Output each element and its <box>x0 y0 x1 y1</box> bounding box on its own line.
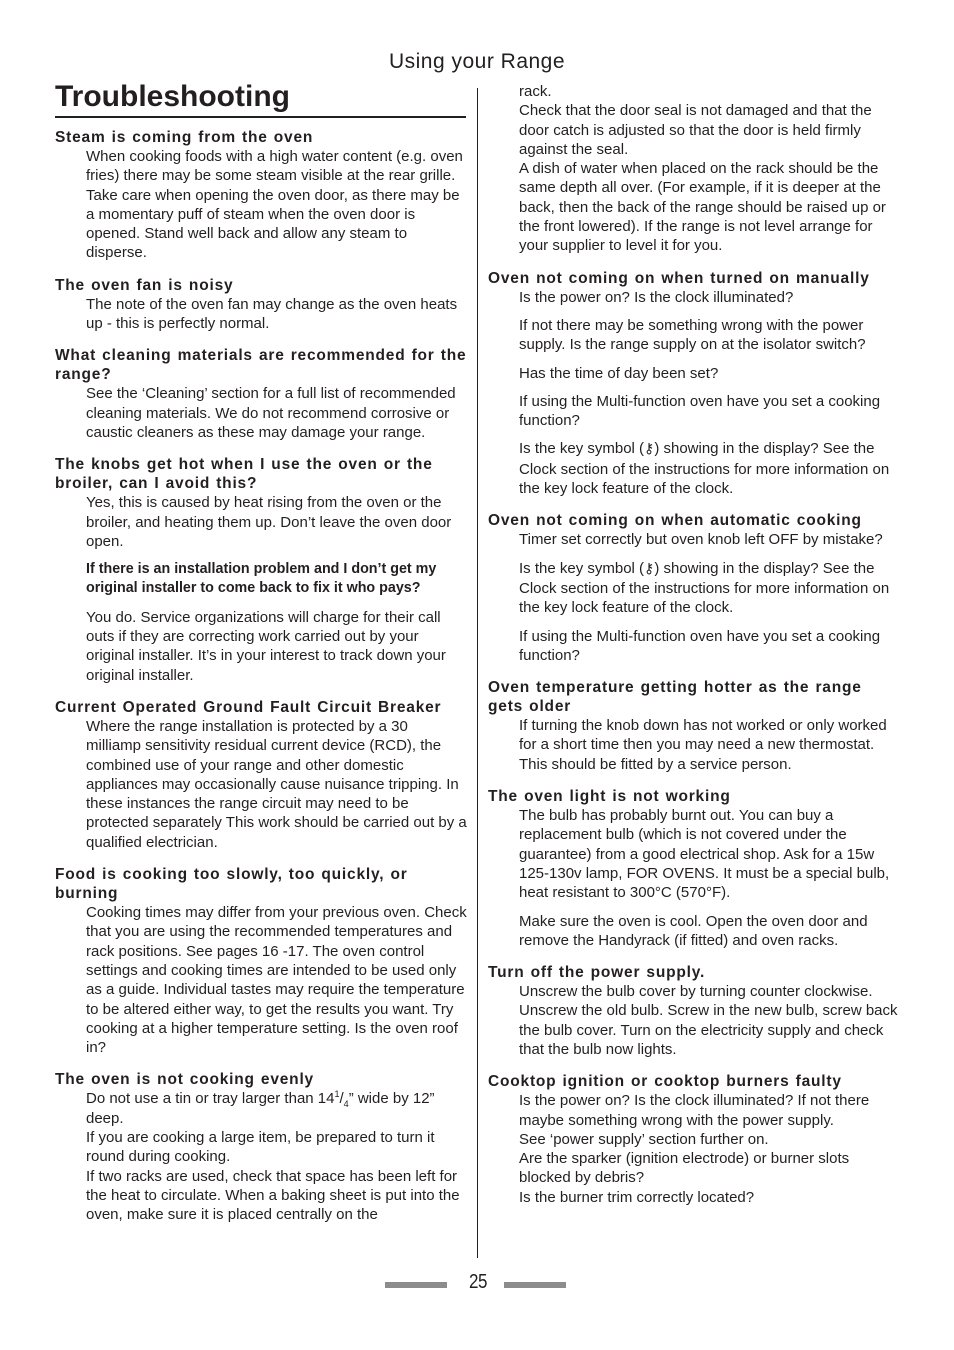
faq-answer-cleaning-materials <box>86 384 467 442</box>
answer-paragraph: Make sure the oven is cool. Open the oven door and remove the Handyrack (if fitted) and oven racks. <box>519 912 868 949</box>
answer-paragraph: Is the power on? Is the clock illuminated? If not there maybe something wrong with the power supply. <box>519 1092 870 1129</box>
answer-paragraph: The note of the oven fan may change as the oven heats up - this is perfectly normal. <box>86 295 458 333</box>
key-icon: ⚷ <box>644 560 655 577</box>
text-run: Is the key symbol ( <box>519 559 645 577</box>
faq-heading-oven-automatic: Oven not coming on when automatic cooking <box>488 512 862 530</box>
answer-paragraph: See ‘power supply’ section further on. <box>519 1130 769 1148</box>
fraction-denominator: 4 <box>343 1099 349 1110</box>
faq-answer-installer <box>86 608 467 685</box>
faq-heading-cooking-speed: Food is cooking too slowly, too quickly, or burning <box>55 866 408 903</box>
answer-paragraph: Where the range installation is protected by a 30 milliamp sensitivity residual current device (RCD), the combined use of your range and other domestic appliances may occasionally cause nuisance tripping. In these instances the range circuit may need to be protected separately This work should be carried out by a qualified electrician. <box>86 717 467 851</box>
page-footer <box>0 1270 954 1300</box>
text-run: ) showing in the display? See the Clock section of the instructions for more information on the key lock feature of the clock. <box>519 559 890 617</box>
faq-heading-uneven-cooking: The oven is not cooking evenly <box>55 1071 314 1089</box>
text-run: Do not use a tin or tray larger than 14 <box>86 1090 335 1108</box>
answer-paragraph: Yes, this is caused by heat rising from the oven or the broiler, and heating them up. Don’t leave the oven door open. <box>86 494 452 550</box>
answer-paragraph: Check that the door seal is not damaged and that the door catch is adjusted so that the door is held firmly against the seal. <box>519 102 872 158</box>
section-header: Using your Range <box>388 50 566 73</box>
answer-paragraph: If using the Multi-function oven have you set a cooking function? <box>519 627 881 664</box>
text-run: ” wide by 12” deep. <box>86 1090 435 1127</box>
fraction-numerator: 1 <box>334 1089 340 1100</box>
faq-answer-cooking-speed <box>86 903 467 1057</box>
faq-answer-gfci <box>86 717 467 852</box>
faq-heading-cooktop-ignition: Cooktop ignition or cooktop burners faulty <box>488 1073 842 1091</box>
faq-answer-hot-knobs <box>86 493 467 551</box>
page-title: Troubleshooting <box>55 80 290 113</box>
answer-paragraph <box>519 559 900 618</box>
left-column <box>55 128 467 1224</box>
text-run: ) showing in the display? See the Clock section of the instructions for more information on the key lock feature of the clock. <box>519 440 890 498</box>
right-column <box>488 82 900 1207</box>
answer-paragraph: When cooking foods with a high water content (e.g. oven fries) there may be some steam visible at the rear grille. Take care when opening the oven door, as there may be a momentary puff of steam when the oven door is opened. Stand well back and allow any steam to disperse. <box>86 148 463 262</box>
footer-bar-right <box>504 1282 566 1288</box>
answer-paragraph: If using the Multi-function oven have you set a cooking function? <box>519 392 881 430</box>
answer-paragraph: Is the power on? Is the clock illuminated? <box>519 288 794 306</box>
answer-paragraph: Cooking times may differ from your previous oven. Check that you are using the recommended temperatures and rack positions. See pages 16 -17. The oven control settings and cooking times are intended to be used only as a guide. Individual tastes may require the temperature to be altered either way, to get the results you want. Try cooking at a higher temperature setting. Is the oven roof in? <box>86 904 467 1057</box>
faq-heading-steam: Steam is coming from the oven <box>55 129 314 146</box>
answer-paragraph: Is the burner trim correctly located? <box>519 1188 755 1206</box>
answer-paragraph: You do. Service organizations will charge for their call outs if they are correcting work carried out by your original installer. It’s in your interest to track down your original installer. <box>86 608 446 684</box>
answer-paragraph: If turning the knob down has not worked or only worked for a short time then you may need a new thermostat. This should be fitted by a service person. <box>519 717 887 773</box>
faq-heading-hot-knobs: The knobs get hot when I use the oven or the broiler, can I avoid this? <box>55 456 433 493</box>
footer-bar-left <box>385 1282 447 1288</box>
answer-paragraph: The bulb has probably burnt out. You can buy a replacement bulb (which is not covered under the guarantee) from a good electrical shop. Ask for a 15w 125-130v lamp, FOR OVENS. It must be a special bulb, heat resistant to 300°C (570°F). <box>519 807 890 902</box>
answer-paragraph: Has the time of day been set? <box>519 364 719 382</box>
answer-paragraph: Are the sparker (ignition electrode) or burner slots blocked by debris? <box>519 1150 850 1187</box>
faq-heading-fan-noise: The oven fan is noisy <box>55 276 234 294</box>
faq-heading-oven-manual: Oven not coming on when turned on manually <box>488 269 870 287</box>
key-icon: ⚷ <box>644 441 655 458</box>
answer-paragraph <box>519 439 900 498</box>
fraction-slash: / <box>339 1090 344 1108</box>
answer-paragraph: See the ‘Cleaning’ section for a full list of recommended cleaning materials. We do not recommend corrosive or caustic cleaners as these may damage your range. <box>86 385 456 441</box>
faq-heading-cleaning-materials: What cleaning materials are recommended for the range? <box>55 347 467 384</box>
answer-paragraph: rack. <box>519 83 552 100</box>
page-number: 25 <box>468 1271 488 1293</box>
answer-paragraph: Timer set correctly but oven knob left OFF by mistake? <box>519 531 883 549</box>
faq-answer-oven-manual <box>519 288 900 499</box>
faq-answer-uneven-cooking-continued <box>519 82 900 256</box>
faq-answer-uneven-cooking <box>86 1089 467 1224</box>
answer-paragraph: Unscrew the bulb cover by turning counter clockwise. Unscrew the old bulb. Screw in the new bulb, screw back the bulb cover. Turn on the electricity supply and check that the bulb now lights. <box>519 983 898 1058</box>
answer-paragraph: If you are cooking a large item, be prepared to turn it round during cooking. <box>86 1128 435 1166</box>
faq-answer-oven-automatic <box>519 530 900 665</box>
column-divider <box>477 88 478 1258</box>
answer-paragraph: If two racks are used, check that space has been left for the heat to circulate. When a baking sheet is put into the oven, make sure it is placed centrally on the <box>86 1167 460 1224</box>
faq-heading-oven-light: The oven light is not working <box>488 788 731 806</box>
faq-subquestion-installer: If there is an installation problem and I don’t get my original installer to come back to fix it who pays? <box>86 561 437 597</box>
faq-answer-power-supply <box>519 982 900 1059</box>
faq-heading-power-supply: Turn off the power supply. <box>488 964 706 982</box>
answer-paragraph: If not there may be something wrong with the power supply. Is the range supply on at the isolator switch? <box>519 316 866 354</box>
faq-answer-steam <box>86 147 467 263</box>
faq-answer-cooktop-ignition <box>519 1091 900 1207</box>
faq-heading-gfci: Current Operated Ground Fault Circuit Breaker <box>55 698 442 716</box>
faq-answer-fan-noise <box>86 295 467 334</box>
text-run: Is the key symbol ( <box>519 440 645 458</box>
faq-answer-temperature-hotter <box>519 716 900 774</box>
faq-heading-temperature-hotter: Oven temperature getting hotter as the range gets older <box>488 679 862 716</box>
faq-answer-oven-light <box>519 806 900 950</box>
title-underline <box>55 116 466 118</box>
answer-paragraph <box>86 1089 467 1128</box>
answer-paragraph: A dish of water when placed on the rack should be the same depth all over. (For example, if it is deeper at the back, then the back of the range should be raised up or the front lowered). If the range is not level arrange for your supplier to level it for you. <box>519 160 886 255</box>
